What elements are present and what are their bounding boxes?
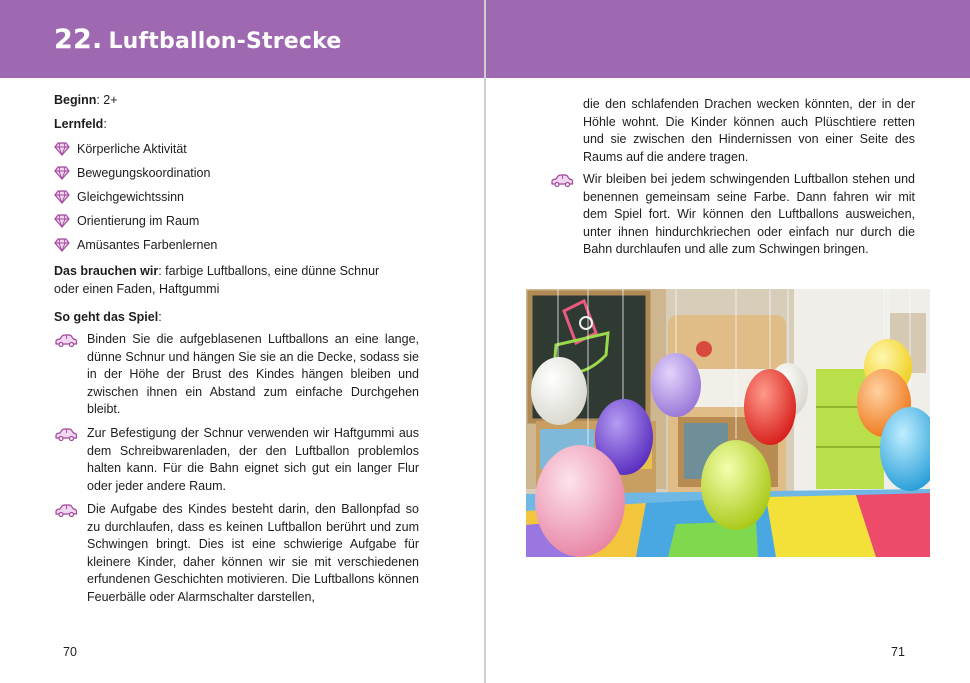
balloon-photo bbox=[526, 289, 930, 557]
list-item-label: Amüsantes Farbenlernen bbox=[77, 238, 218, 252]
diamond-icon bbox=[54, 190, 70, 204]
step-text: Zur Befestigung der Schnur verwenden wir Haftgummi aus dem Schreibwarenladen, der den Luftballon problemlos halten kann. Für die Bahn eignet sich gut ein langer Flur oder jeder andere Raum. bbox=[87, 426, 419, 493]
step-text: Binden Sie die aufgeblasenen Luftballons an eine lange, dünne Schnur und hängen Sie sie an die Decke, sodass sie in der Höhe der Brust des Kindes hängen bleiben und zwischen ihnen ein Abstand zum einfache Durchgehen bleibt. bbox=[87, 332, 419, 417]
car-icon bbox=[54, 334, 78, 347]
header-banner bbox=[486, 0, 970, 78]
car-icon bbox=[54, 428, 78, 441]
left-page bbox=[0, 0, 484, 683]
list-item-label: Orientierung im Raum bbox=[77, 214, 200, 228]
step-4 bbox=[550, 171, 915, 259]
diamond-icon bbox=[54, 214, 70, 228]
lernfeld-heading bbox=[54, 116, 426, 134]
car-icon bbox=[550, 174, 574, 187]
diamond-icon bbox=[54, 166, 70, 180]
list-item-label: Körperliche Aktivität bbox=[77, 142, 187, 156]
step-text: Wir bleiben bei jedem schwingenden Luftballon stehen und benennen gemeinsam seine Farbe. Dann fahren wir mit dem Spiel fort. Wir können den Luftballons ausweichen, unter ihnen hindurchkriechen oder einfach nur durch die Bahn durchlaufen und alle zum Schwingen bringen. bbox=[583, 172, 915, 257]
chapter-number: 22. bbox=[54, 24, 103, 55]
beginn-value: : 2+ bbox=[96, 93, 118, 107]
list-item bbox=[54, 161, 414, 185]
materials-text: : farbige Luftballons, eine dünne Schnur oder einen Faden, Haftgummi bbox=[54, 264, 380, 296]
materials-label: Das brauchen wir bbox=[54, 264, 159, 278]
materials-paragraph bbox=[54, 263, 384, 298]
lernfeld-label: Lernfeld bbox=[54, 117, 104, 131]
beginn-label: Beginn bbox=[54, 93, 97, 107]
list-item bbox=[54, 233, 414, 257]
step-2 bbox=[54, 425, 419, 495]
step-3 bbox=[54, 501, 419, 607]
lernfeld-list bbox=[54, 137, 414, 257]
diamond-icon bbox=[54, 238, 70, 252]
list-item-label: Bewegungskoordination bbox=[77, 166, 211, 180]
step-1 bbox=[54, 331, 419, 419]
beginn-line bbox=[54, 92, 426, 110]
list-item bbox=[54, 137, 414, 161]
continuation-paragraph: die den schlafenden Drachen wecken könnten, der in der Höhle wohnt. Die Kinder können auch Plüschtiere retten und sie zwischen den Hindernissen von einer Seite des Raums auf die andere tragen. bbox=[583, 97, 915, 164]
chapter-title: Luftballon-Strecke bbox=[108, 29, 342, 54]
chapter-banner bbox=[0, 0, 484, 78]
howto-colon: : bbox=[158, 310, 162, 324]
howto-label: So geht das Spiel bbox=[54, 310, 159, 324]
lernfeld-colon: : bbox=[103, 117, 107, 131]
list-item bbox=[54, 209, 414, 233]
list-item-label: Gleichgewichtssinn bbox=[77, 190, 184, 204]
right-page bbox=[486, 0, 970, 683]
list-item bbox=[54, 185, 414, 209]
car-icon bbox=[54, 504, 78, 517]
diamond-icon bbox=[54, 142, 70, 156]
step-text: Die Aufgabe des Kindes besteht darin, den Ballonpfad so zu durchlaufen, dass es keinen Luftballon berührt und zum Schwingen bringt. Dies ist eine schwierige Aufgabe für kleinere Kinder, daher können wir sie mit verschiedenen erfundenen Geschichten motivieren. Die Luftballons können Feuerbälle oder Alarmschalter darstellen, bbox=[87, 502, 419, 604]
chapter-heading bbox=[54, 24, 342, 55]
howto-heading bbox=[54, 309, 426, 327]
page-number: 70 bbox=[63, 645, 77, 659]
page-number: 71 bbox=[891, 645, 905, 659]
